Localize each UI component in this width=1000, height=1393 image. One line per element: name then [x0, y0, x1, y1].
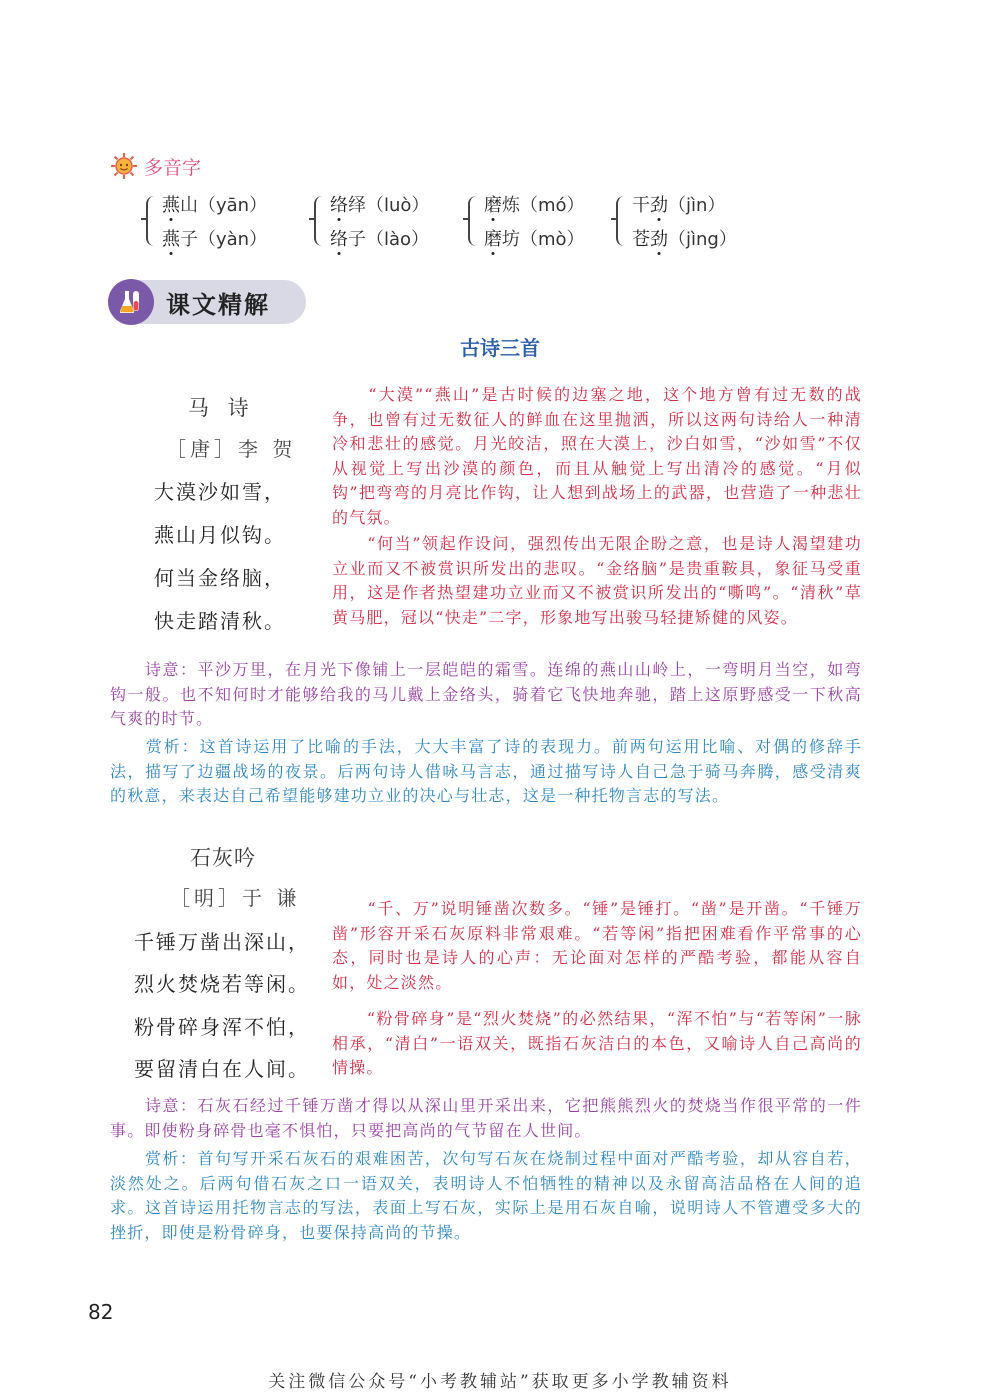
poem2-title: 石灰吟: [190, 846, 256, 870]
brace: [468, 196, 480, 246]
polyphone-line: 燕山（yān）: [162, 195, 268, 216]
banner-title: 课文精解: [166, 289, 270, 319]
polyphone-line: 磨炼（mó）: [484, 195, 585, 216]
polyphone-line: 燕子（yàn）: [162, 229, 268, 250]
poem2-line-4: 要留清白在人间。: [134, 1057, 310, 1081]
footer-text: 关注微信公众号“小考教辅站”获取更多小学教辅资料: [268, 1372, 732, 1392]
section-banner: [108, 280, 306, 324]
section-title: 古诗三首: [460, 336, 540, 360]
polyphone-group-2: [314, 188, 429, 254]
poem1-author: ［唐］李 贺: [166, 437, 297, 461]
brace: [314, 196, 326, 246]
polyphone-line: 络子（lào）: [330, 229, 430, 250]
poem2-author: ［明］于 谦: [170, 886, 301, 910]
polyphone-line: 磨坊（mò）: [484, 229, 585, 250]
page-number: 82: [88, 1300, 114, 1324]
poem1-line-4: 快走踏清秋。: [154, 609, 286, 633]
poem2-line-2: 烈火焚烧若等闲。: [134, 972, 310, 996]
sun-icon: [110, 152, 138, 180]
brace: [616, 196, 628, 246]
poem2-analysis: 赏析：首句写开采石灰石的艰难困苦，次句写石灰在烧制过程中面对严酷考验，却从容自若，淡然处之。后两句借石灰之口一语双关，表明诗人不怕牺牲的精神以及永留高洁品格在人间的追求。这首诗运用托物言志的写法，表面上写石灰，实际上是用石灰自喻，说明诗人不管遭受多大的挫折，即使是粉骨碎身，也要保持高尚的节操。: [110, 1149, 862, 1242]
polyphone-header: [110, 150, 201, 182]
polyphone-group-3: [468, 188, 585, 254]
poem2-line-1: 千锤万凿出深山，: [134, 930, 310, 954]
poem2-meaning: 诗意：石灰石经过千锤万凿才得以从深山里开采出来，它把熊熊烈火的焚烧当作很平常的一件事。即使粉身碎骨也毫不惧怕，只要把高尚的气节留在人世间。: [110, 1096, 862, 1140]
poem1-note-1: “大漠”“燕山”是古时候的边塞之地，这个地方曾有过无数的战争，也曾有过无数征人的鲜血在这里抛洒，所以这两句诗给人一种清冷和悲壮的感觉。月光皎洁，照在大漠上，沙白如雪，“沙如雪”不仅从视觉上写出沙漠的颜色，而且从触觉上写出清冷的感觉。“月似钩”把弯弯的月亮比作钩，让人想到战场上的武器，也营造了一种悲壮的气氛。: [332, 385, 862, 527]
poem2-note-1: “千、万”说明锤凿次数多。“锤”是锤打。“凿”是开凿。“千锤万凿”形容开采石灰原料非常艰难。“若等闲”指把困难看作平常事的心态，同时也是诗人的心声：无论面对怎样的严酷考验，都能从容自如，处之淡然。: [332, 899, 862, 992]
polyphone-group-4: [616, 188, 737, 254]
polyphone-line: 络绎（luò）: [330, 195, 430, 216]
poem1-meaning: 诗意：平沙万里，在月光下像铺上一层皑皑的霜雪。连绵的燕山山岭上，一弯明月当空，如弯钩一般。也不知何时才能够给我的马儿戴上金络头，骑着它飞快地奔驰，踏上这原野感受一下秋高气爽的时节。: [110, 660, 862, 728]
polyphone-group-1: [146, 188, 267, 254]
poem2-note-2: “粉骨碎身”是“烈火焚烧”的必然结果，“浑不怕”与“若等闲”一脉相承，“清白”一语双关，既指石灰洁白的本色，又喻诗人自己高尚的情操。: [332, 1009, 862, 1077]
poem1-line-2: 燕山月似钩。: [154, 523, 286, 547]
brace: [146, 196, 158, 246]
poem1-analysis: 赏析：这首诗运用了比喻的手法，大大丰富了诗的表现力。前两句运用比喻、对偶的修辞手法，描写了边疆战场的夜景。后两句诗人借咏马言志，通过描写诗人自己急于骑马奔腾，感受清爽的秋意，来表达自己希望能够建功立业的决心与壮志，这是一种托物言志的写法。: [110, 737, 862, 805]
poem1-note-2: “何当”领起作设问，强烈传出无限企盼之意，也是诗人渴望建功立业而又不被赏识所发出的悲叹。“金络脑”是贵重鞍具，象征马受重用，这是作者热望建功立业而又不被赏识所发出的“嘶鸣”。“清秋”草黄马肥，冠以“快走”二字，形象地写出骏马轻捷矫健的风姿。: [332, 534, 862, 627]
polyphone-line: 苍劲（jìng）: [632, 229, 737, 250]
polyphone-title: 多音字: [144, 156, 202, 179]
poem1-line-3: 何当金络脑，: [154, 566, 286, 590]
flask-icon: [108, 279, 154, 325]
polyphone-line: 干劲（jìn）: [632, 195, 726, 216]
poem2-line-3: 粉骨碎身浑不怕，: [134, 1015, 310, 1039]
poem1-title: 马 诗: [188, 396, 255, 420]
poem1-line-1: 大漠沙如雪，: [154, 480, 286, 504]
